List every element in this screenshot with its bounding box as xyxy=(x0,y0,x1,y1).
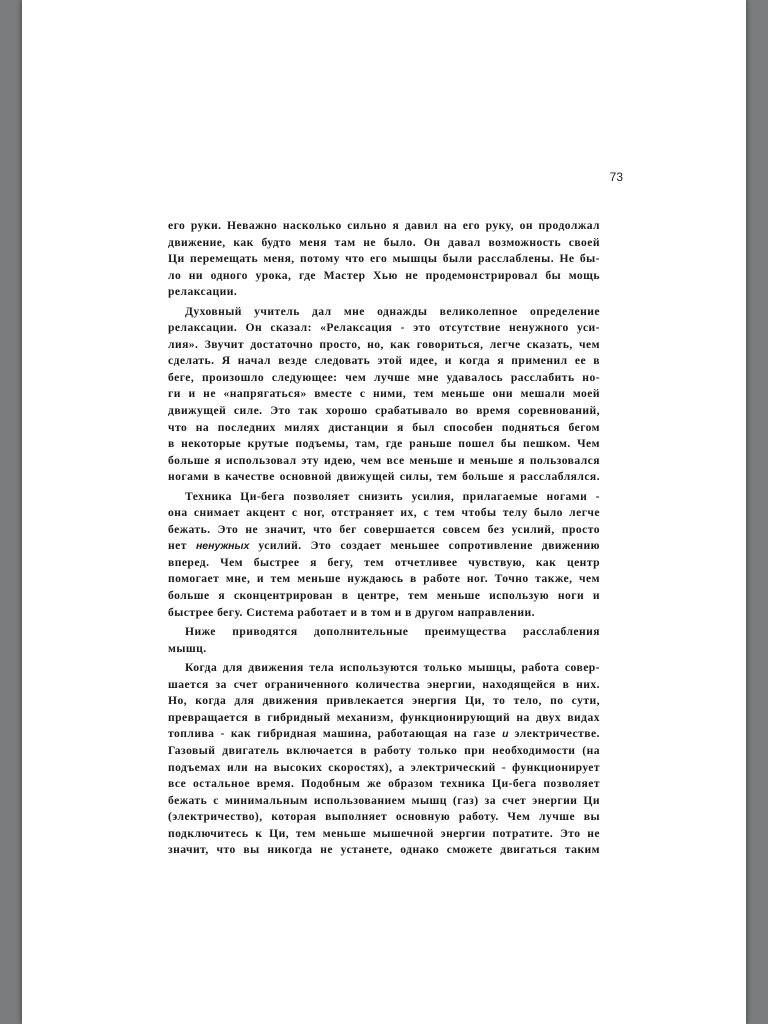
text-line: больше я использовал эту идею, чем все меньше и меньше я пользовался xyxy=(168,453,600,467)
text-line: подключитесь к Ци, тем меньше мышечной энергии потратите. Это не xyxy=(168,826,600,840)
text-line: ногами в качестве основной движущей силы, тем больше я расслаблялся. xyxy=(168,470,600,484)
text-line: беге, произошло следующее: чем лучше мне удавалось расслабить но- xyxy=(168,370,600,384)
text-line: что на последних милях дистанции я был способен подняться бегом xyxy=(168,420,600,434)
text-word: работающая xyxy=(377,727,448,741)
italic-emphasis: ненужных xyxy=(195,540,250,553)
text-word: топлива xyxy=(168,727,215,741)
text-line: сделать. Я начал везде следовать этой идее, и когда я применил ее в xyxy=(168,354,600,368)
text-word: гибридная xyxy=(257,727,317,741)
text-word: создает xyxy=(340,539,382,553)
text-line: бежать с минимальным использованием мышц (газ) за счет энергии Ци xyxy=(168,793,600,807)
paragraph xyxy=(168,304,600,486)
text-word: нет xyxy=(168,539,187,553)
body-text xyxy=(168,218,600,859)
text-line: Духовный учитель дал мне однажды великолепное определение xyxy=(185,304,600,318)
text-line: Ци перемещать меня, потому что его мышцы были расслаблены. Не бы- xyxy=(168,252,600,266)
text-word: - xyxy=(220,727,225,741)
text-line: в некоторые крутые подъемы, там, где раньше пошел бы пешком. Чем xyxy=(168,437,600,451)
text-line: Ниже приводятся дополнительные преимущества расслабления xyxy=(185,625,600,639)
text-line: Но, когда для движения привлекается энергия Ци, то тело, по сути, xyxy=(168,694,600,708)
text-line: движение, как будто меня там не было. Он давал возможность своей xyxy=(168,235,600,249)
paragraph xyxy=(168,218,600,301)
text-word: Это xyxy=(310,539,332,553)
text-line xyxy=(168,538,600,555)
text-line: все остальное время. Подобным же образом техника Ци-бега позволяет xyxy=(168,777,600,791)
text-line: Газовый двигатель включается в работу только при необходимости (на xyxy=(168,743,600,757)
text-line: его руки. Неважно насколько сильно я давил на его руку, он продолжал xyxy=(168,219,600,232)
text-word: усилий. xyxy=(258,539,302,553)
text-word: на xyxy=(453,727,468,741)
text-word: движению xyxy=(541,539,600,553)
page-number: 73 xyxy=(609,170,623,184)
text-line: больше я сконцентрирован в центре, тем меньше использую ноги и xyxy=(168,589,600,603)
text-word: сопротивление xyxy=(448,539,533,553)
text-word: электричестве. xyxy=(514,727,600,741)
text-line: релаксации. xyxy=(168,285,238,299)
text-line: превращается в гибридный механизм, функционирующий на двух видах xyxy=(168,710,600,724)
text-line: помогает мне, и тем меньше нуждаюсь в работе ног. Точно также, чем xyxy=(168,572,600,586)
text-line: Когда для движения тела используются только мышцы, работа совер- xyxy=(185,661,600,675)
text-line: бежать. Это не значит, что бег совершается совсем без усилий, просто xyxy=(168,522,600,536)
text-line: значит, что вы никогда не устанете, однако сможете двигаться таким xyxy=(168,843,600,857)
text-line: ги и не «напрягаться» вместе с ними, тем меньше они мешали моей xyxy=(168,387,600,401)
text-line: быстрее бегу. Система работает и в том и в другом направлении. xyxy=(168,605,535,619)
text-word: меньшее xyxy=(390,539,440,553)
paragraph xyxy=(168,660,600,859)
text-line: подъемах или на высоких скоростях), а электрический - функционирует xyxy=(168,760,600,774)
text-line: шается за счет ограниченного количества энергии, находящейся в них. xyxy=(168,677,600,691)
text-line: (электричество), которая выполняет основную работу. Чем лучше вы xyxy=(168,810,600,824)
paragraph xyxy=(168,489,600,621)
text-line: вперед. Чем быстрее я бегу, тем отчетливее чувствую, как центр xyxy=(168,555,600,569)
text-line: Техника Ци-бега позволяет снизить усилия, прилагаемые ногами - xyxy=(185,489,600,503)
document-page xyxy=(22,0,746,1024)
text-word: машина, xyxy=(322,727,372,741)
text-line xyxy=(168,726,600,743)
italic-emphasis: и xyxy=(502,728,509,741)
text-line: она снимает акцент с ног, отстраняет их, с тем чтобы телу было легче xyxy=(168,506,600,520)
text-line: мышц. xyxy=(168,641,207,655)
text-word: газе xyxy=(473,727,497,741)
text-line: лия». Звучит достаточно просто, но, как говориться, легче сказать, чем xyxy=(168,337,600,351)
text-line: релаксации. Он сказал: «Релаксация - это отсутствие ненужного уси- xyxy=(168,321,600,335)
text-line: ло ни одного урока, где Мастер Хью не продемонстрировал бы мощь xyxy=(168,268,600,282)
paragraph xyxy=(168,624,600,657)
text-line: движущей силе. Это так хорошо срабатывало во время соревнований, xyxy=(168,404,600,418)
text-word: как xyxy=(230,727,252,741)
